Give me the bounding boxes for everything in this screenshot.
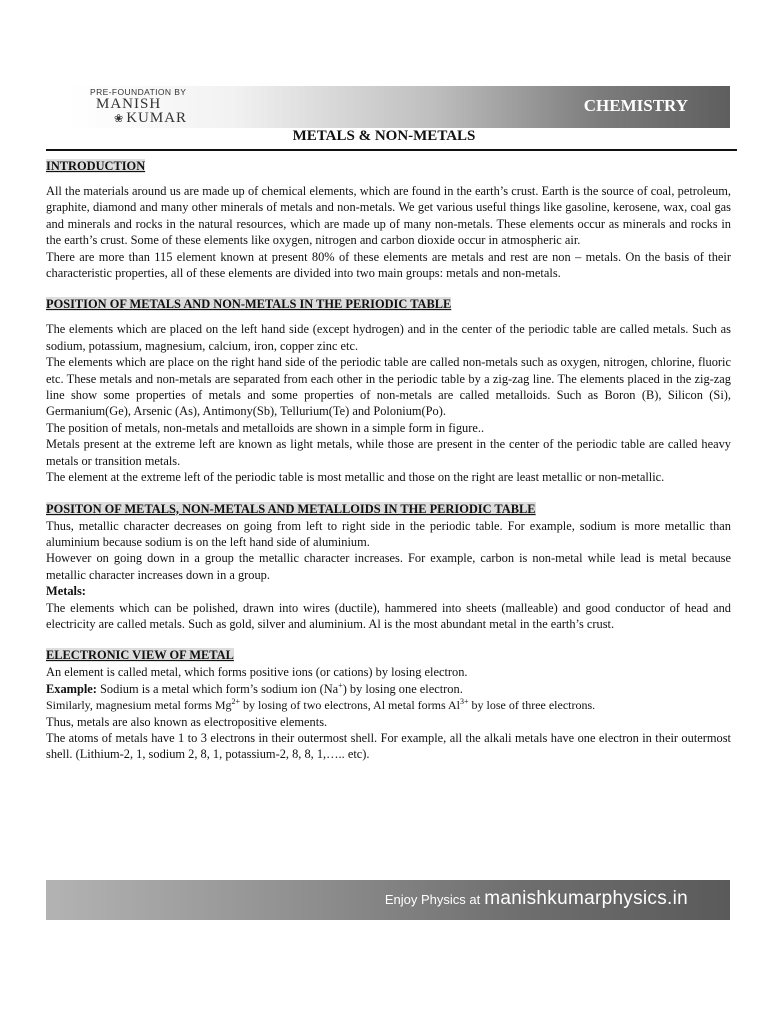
title-divider <box>46 149 737 151</box>
section-heading-positon-metalloids <box>46 501 731 518</box>
logo-line-1: MANISH <box>96 96 162 112</box>
paragraph: All the materials around us are made up of chemical elements, which are found in the earth’s crust. Earth is the source of coal, petroleum, graphite, diamond and many other minerals of metals and non-metals. We get various useful things like gasoline, kerosene, wax, coal gas and minerals and rocks in the natural resources, which are made up of many non-metals. These elements occur as minerals and rocks in the earth’s crust. Some of these elements like oxygen, nitrogen and carbon dioxide occur in atmospheric air. <box>46 184 731 248</box>
pre-foundation-label: PRE-FOUNDATION BY <box>90 87 187 97</box>
similarly-paragraph <box>46 697 731 713</box>
example-paragraph <box>46 681 731 697</box>
example-text: Sodium is a metal which form’s sodium ion (Na <box>96 681 339 696</box>
section-heading-position <box>46 296 731 313</box>
paragraph: The elements which are placed on the left hand side (except hydrogen) and in the center of the periodic table are called metals. Such as sodium, potassium, magnesium, calcium, iron, copper zinc etc. <box>46 322 731 353</box>
example-text-end: ) by losing one electron. <box>342 681 463 696</box>
example-label: Example: <box>46 681 97 696</box>
logo-line-2-wrap <box>114 110 187 127</box>
footer-text <box>385 888 688 910</box>
section-heading-introduction <box>46 158 731 175</box>
paragraph: The atoms of metals have 1 to 3 electrons in their outermost shell. For example, all the alkali metals have one electron in their outermost shell. (Lithium-2, 1, sodium 2, 8, 1, potassium-2, 8, 8, 1,….. etc). <box>46 730 731 762</box>
logo-line-2: KUMAR <box>126 110 188 126</box>
section-heading-electronic-view <box>46 647 731 664</box>
page-title: METALS & NON-METALS <box>292 128 476 144</box>
footer-prefix: Enjoy Physics at <box>384 892 481 907</box>
metals-label: Metals: <box>46 584 86 599</box>
paragraph: Metals present at the extreme left are known as light metals, while those are present in the center of the periodic table are called heavy metals or transition metals. <box>46 437 731 468</box>
footer-site-link[interactable]: manishkumarphysics.in <box>484 888 688 909</box>
document-body <box>46 158 731 763</box>
heading-text: POSITON OF METALS, NON-METALS AND METALLOIDS IN THE PERIODIC TABLE <box>46 501 536 516</box>
similarly-text: Similarly, magnesium metal forms Mg <box>46 698 232 713</box>
similarly-text: by losing of two electrons, Al metal forms Al <box>240 698 461 713</box>
paragraph: Thus, metallic character decreases on going from left to right side in the periodic table. For example, sodium is more metallic than aluminium because sodium is on the left hand side of aluminium. <box>46 518 731 549</box>
heading-text: INTRODUCTION <box>46 159 146 173</box>
paragraph: However on going down in a group the metallic character increases. For example, carbon is non-metal while lead is metal because metallic character increases down in a group. <box>46 551 731 582</box>
paragraph: The elements which can be polished, drawn into wires (ductile), hammered into sheets (malleable) and good conductor of head and electricity are called metals. Such as gold, silver and aluminium. Al is the most abundant metal in the earth’s crust. <box>46 600 731 631</box>
heading-text: ELECTRONIC VIEW OF METAL <box>46 648 234 663</box>
paragraph: The position of metals, non-metals and metalloids are shown in a simple form in figure.. <box>46 420 485 435</box>
paragraph: An element is called metal, which forms positive ions (or cations) by losing electron. <box>46 665 468 680</box>
similarly-text: by lose of three electrons. <box>468 698 596 713</box>
superscript: 3+ <box>460 697 469 707</box>
paragraph: The elements which are place on the right hand side of the periodic table are called non-metals such as oxygen, nitrogen, chlorine, fluoric etc. These metals and non-metals are separated from each other in the periodic table by a zig-zag line. The elements placed in the zig-zag line show some properties of metals and some properties of non-metals are called metalloids. Such as Boron (B), Silicon (Si), Germanium(Ge), Arsenic (As), Antimony(Sb), Tellurium(Te) and Polonium(Po). <box>46 355 731 419</box>
paragraph: There are more than 115 element known at present 80% of these elements are metals and rest are non – metals. On the basis of their characteristic properties, all of these elements are divided into two main groups: metals and non-metals. <box>46 249 731 281</box>
footer-banner <box>46 880 730 920</box>
superscript: + <box>338 680 343 690</box>
heading-text: POSITION OF METALS AND NON-METALS IN THE PERIODIC TABLE <box>46 297 452 312</box>
header-banner <box>66 86 730 128</box>
subject-title: CHEMISTRY <box>583 96 688 115</box>
logo-emblem-icon: ❀ <box>114 113 125 125</box>
superscript: 2+ <box>231 697 241 707</box>
paragraph: The element at the extreme left of the periodic table is most metallic and those on the right are least metallic or non-metallic. <box>46 470 665 485</box>
paragraph: Thus, metals are also known as electropositive elements. <box>46 714 328 729</box>
